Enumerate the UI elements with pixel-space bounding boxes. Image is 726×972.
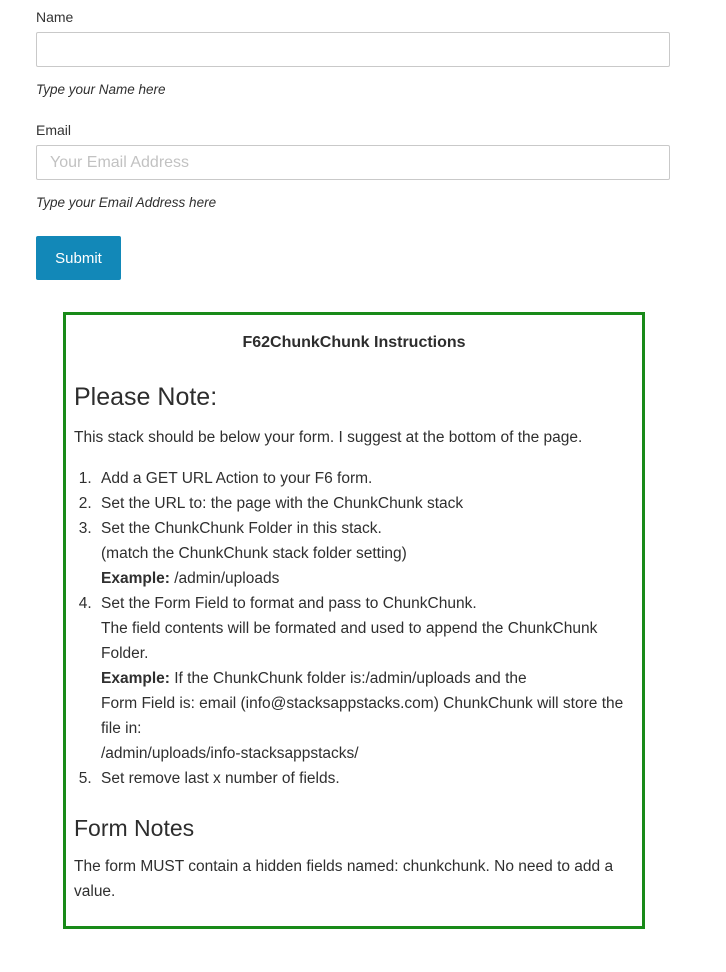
contact-form — [0, 0, 726, 280]
instructions-box — [63, 312, 645, 929]
example-label: Example: — [101, 570, 170, 587]
step-text: Add a GET URL Action to your F6 form. — [101, 470, 373, 487]
example-label: Example: — [101, 670, 170, 687]
name-field-group — [36, 9, 670, 97]
list-item — [96, 516, 634, 591]
step-text: (match the ChunkChunk stack folder setting) — [101, 545, 407, 562]
step-text: /admin/uploads — [169, 570, 280, 587]
list-item — [96, 491, 634, 516]
form-notes-text: The form MUST contain a hidden fields named: chunkchunk. No need to add a value. — [74, 858, 614, 900]
instructions-title: F62ChunkChunk Instructions — [242, 334, 466, 351]
step-text: If the ChunkChunk folder is:/admin/uploads and the — [169, 670, 527, 687]
step-text: /admin/uploads/info-stacksappstacks/ — [101, 745, 359, 762]
list-item — [96, 466, 634, 491]
list-item — [96, 591, 634, 766]
step-text: Set the Form Field to format and pass to ChunkChunk. — [101, 595, 477, 612]
please-note-heading: Please Note: — [74, 383, 218, 411]
list-item — [96, 766, 634, 791]
name-label: Name — [36, 9, 74, 25]
step-text: Set remove last x number of fields. — [101, 770, 340, 787]
email-input[interactable] — [36, 145, 670, 180]
form-notes-heading: Form Notes — [74, 815, 195, 841]
step-text: Set the URL to: the page with the ChunkChunk stack — [101, 495, 464, 512]
step-text: The field contents will be formated and used to append the ChunkChunk Folder. — [101, 620, 598, 662]
name-input[interactable] — [36, 32, 670, 67]
instructions-list — [74, 466, 634, 791]
step-text: Set the ChunkChunk Folder in this stack. — [101, 520, 382, 537]
email-help-text: Type your Email Address here — [36, 195, 217, 210]
step-text: Form Field is: email (info@stacksappstacks.com) ChunkChunk will store the file in: — [101, 695, 624, 737]
email-label: Email — [36, 122, 72, 138]
name-help-text: Type your Name here — [36, 82, 166, 97]
email-field-group — [36, 122, 670, 210]
submit-button[interactable]: Submit — [36, 236, 121, 280]
please-note-text: This stack should be below your form. I suggest at the bottom of the page. — [74, 429, 583, 446]
